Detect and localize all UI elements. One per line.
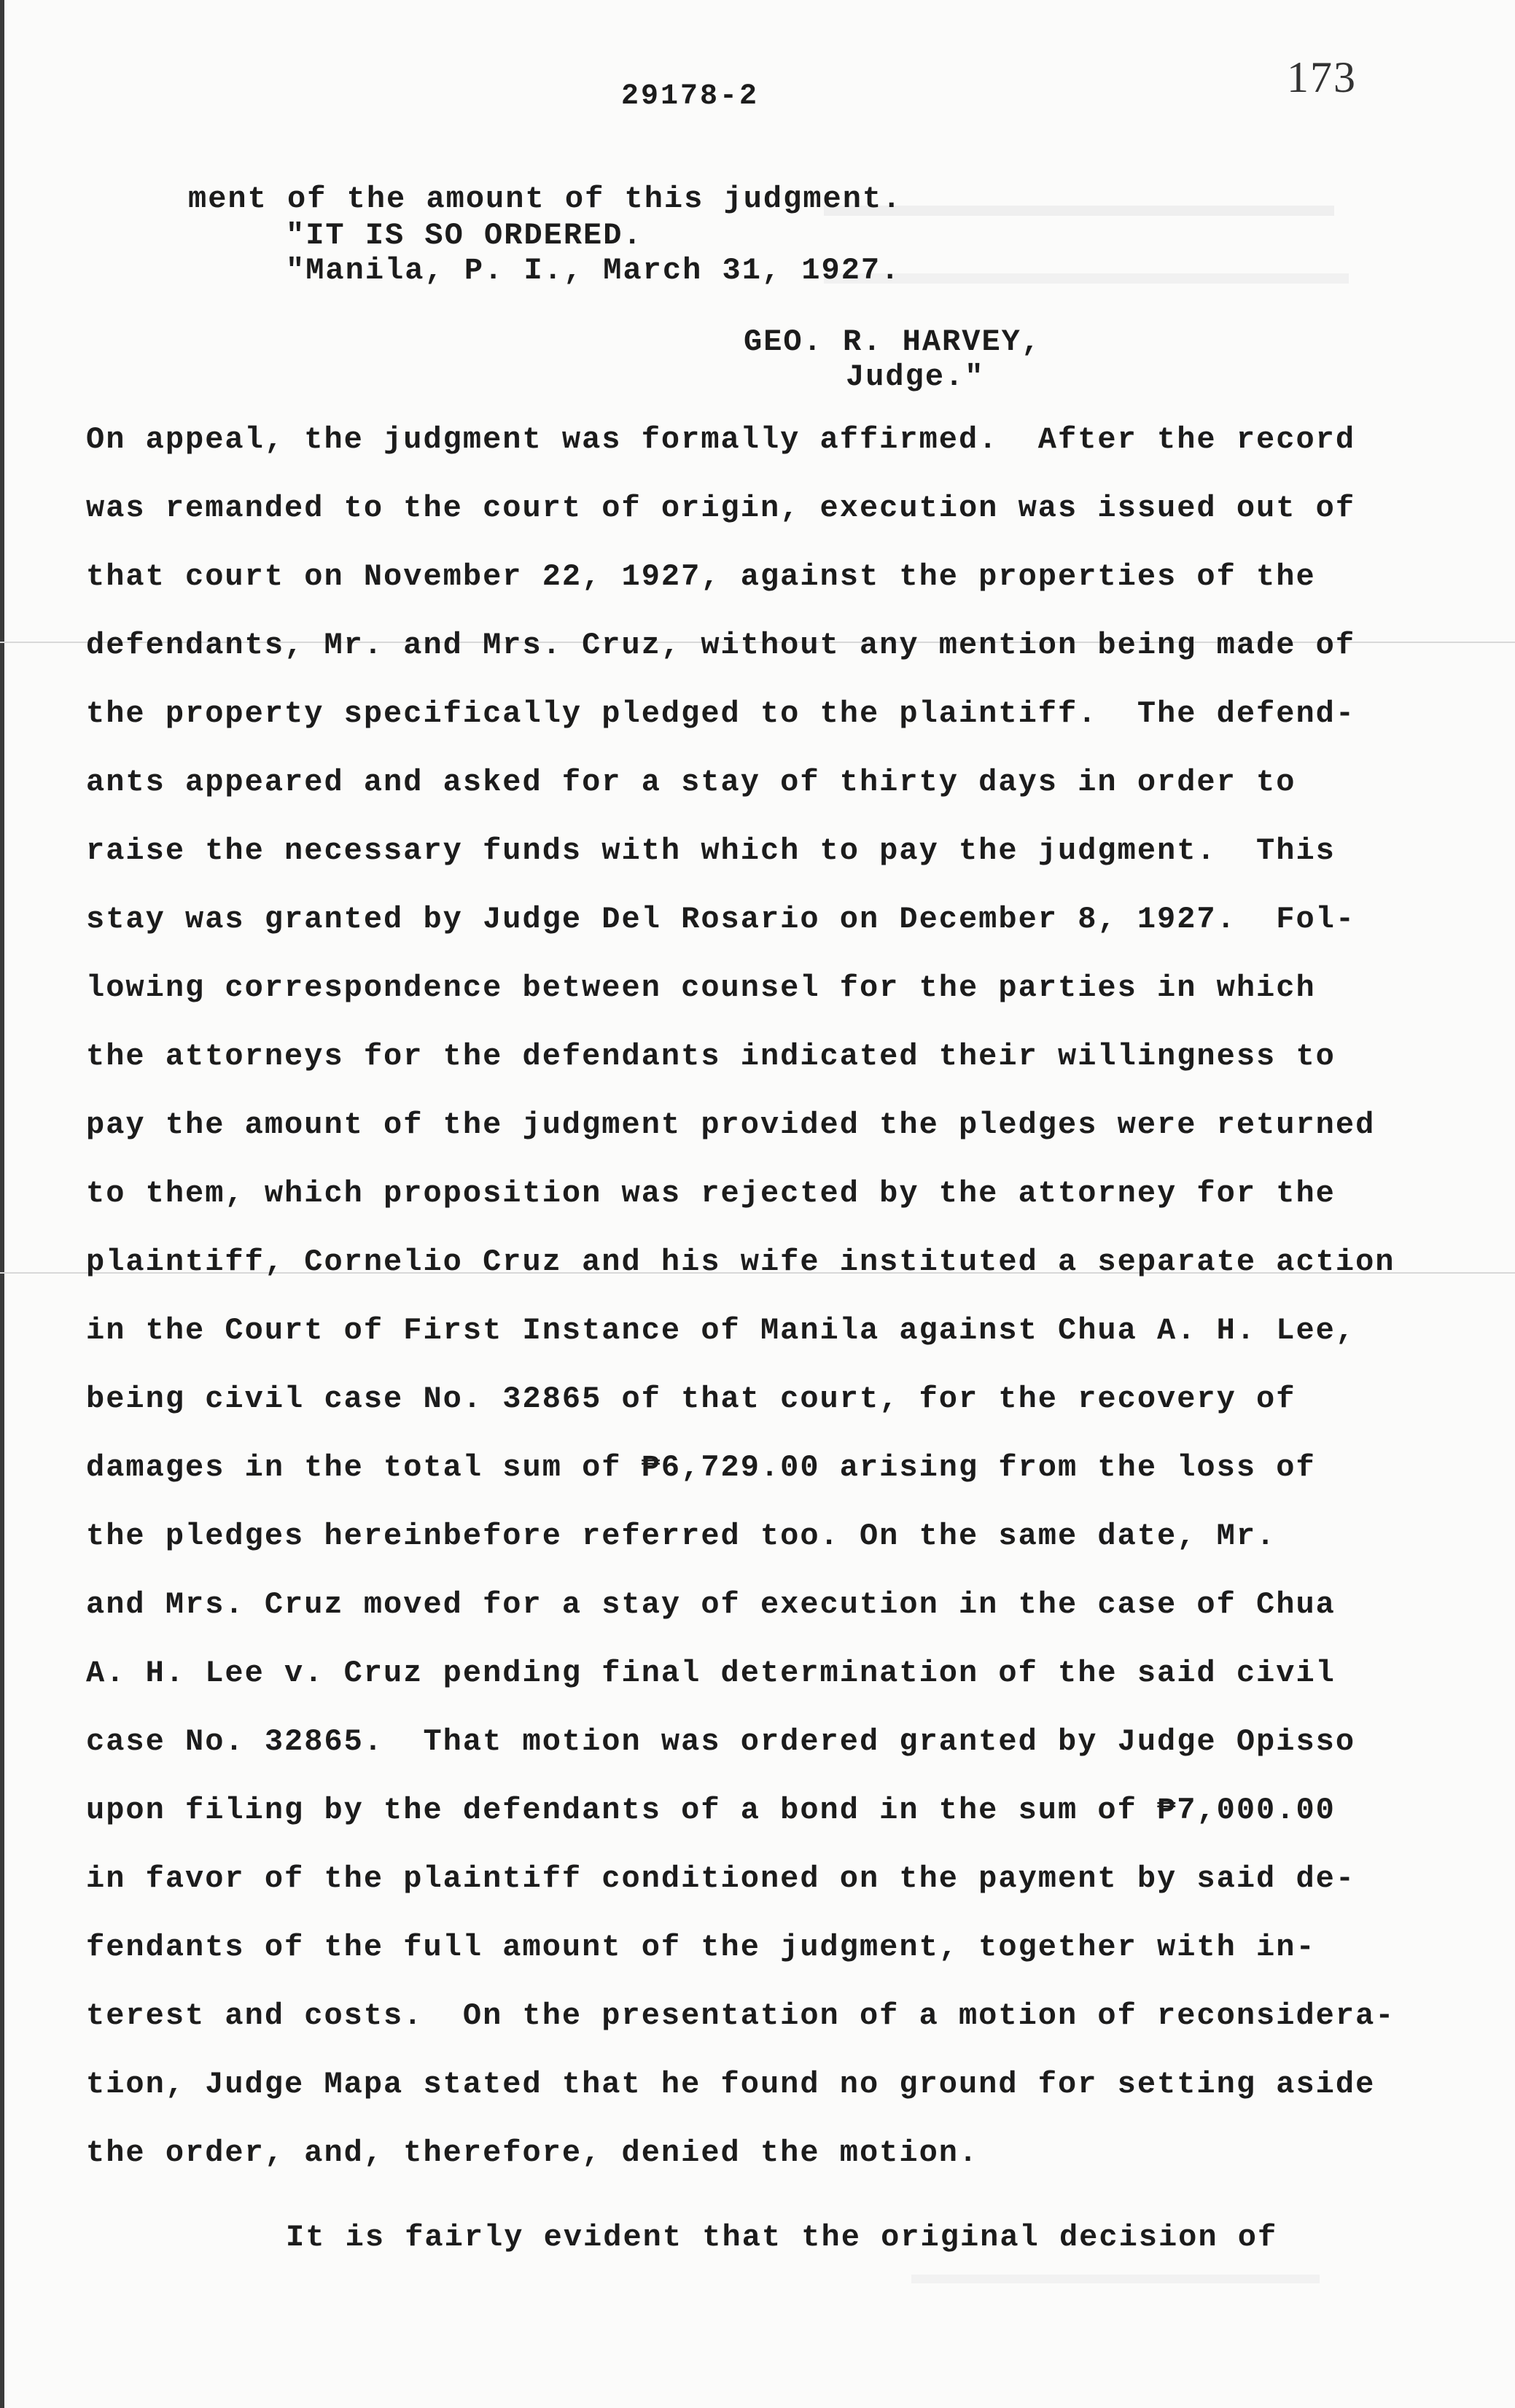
- body-line: terest and costs. On the presentation of a motion of reconsidera-: [86, 1998, 1395, 2033]
- body-line: On appeal, the judgment was formally affirmed. After the record: [86, 422, 1356, 457]
- body-line: plaintiff, Cornelio Cruz and his wife instituted a separate action: [86, 1244, 1395, 1279]
- body-line: in favor of the plaintiff conditioned on the payment by said de-: [86, 1861, 1356, 1896]
- signature-name: GEO. R. HARVEY,: [744, 324, 1042, 359]
- body-line: pay the amount of the judgment provided the pledges were returned: [86, 1107, 1376, 1142]
- body-line: damages in the total sum of ₱6,729.00 arising from the loss of: [86, 1450, 1316, 1485]
- body-line: was remanded to the court of origin, execution was issued out of: [86, 491, 1356, 526]
- body-line: the property specifically pledged to the plaintiff. The defend-: [86, 696, 1356, 731]
- case-number: 29178-2: [621, 80, 760, 113]
- body-line: that court on November 22, 1927, against the properties of the: [86, 559, 1316, 594]
- body-line: the order, and, therefore, denied the motion.: [86, 2135, 979, 2170]
- body-line: tion, Judge Mapa stated that he found no ground for setting aside: [86, 2067, 1376, 2102]
- quoted-judgment-line: "IT IS SO ORDERED.: [286, 218, 643, 253]
- bleed-through: [911, 2275, 1320, 2283]
- body-line: the attorneys for the defendants indicated their willingness to: [86, 1039, 1336, 1074]
- body-line: being civil case No. 32865 of that court, for the recovery of: [86, 1382, 1296, 1417]
- quoted-judgment-line: ment of the amount of this judgment.: [188, 182, 903, 217]
- scan-left-edge: [0, 0, 4, 2408]
- body-line: defendants, Mr. and Mrs. Cruz, without any mention being made of: [86, 628, 1356, 663]
- body-line: fendants of the full amount of the judgment, together with in-: [86, 1930, 1316, 1965]
- body-line: raise the necessary funds with which to pay the judgment. This: [86, 833, 1336, 868]
- body-line: stay was granted by Judge Del Rosario on December 8, 1927. Fol-: [86, 902, 1356, 937]
- body-line: the pledges hereinbefore referred too. On the same date, Mr.: [86, 1519, 1277, 1554]
- bleed-through: [824, 273, 1349, 284]
- body-line: to them, which proposition was rejected by the attorney for the: [86, 1176, 1336, 1211]
- body-line: in the Court of First Instance of Manila against Chua A. H. Lee,: [86, 1313, 1356, 1348]
- signature-title: Judge.": [846, 359, 985, 394]
- body-line: ants appeared and asked for a stay of thirty days in order to: [86, 765, 1296, 800]
- body-line: and Mrs. Cruz moved for a stay of execution in the case of Chua: [86, 1587, 1336, 1622]
- body-line: case No. 32865. That motion was ordered granted by Judge Opisso: [86, 1724, 1356, 1759]
- body-line: upon filing by the defendants of a bond in the sum of ₱7,000.00: [86, 1793, 1336, 1828]
- body-line: lowing correspondence between counsel for the parties in which: [86, 970, 1316, 1005]
- page-number: 173: [1287, 53, 1357, 101]
- body-line: A. H. Lee v. Cruz pending final determination of the said civil: [86, 1656, 1336, 1691]
- quoted-judgment-line: "Manila, P. I., March 31, 1927.: [286, 253, 901, 288]
- paragraph-start-line: It is fairly evident that the original decision of: [286, 2220, 1278, 2255]
